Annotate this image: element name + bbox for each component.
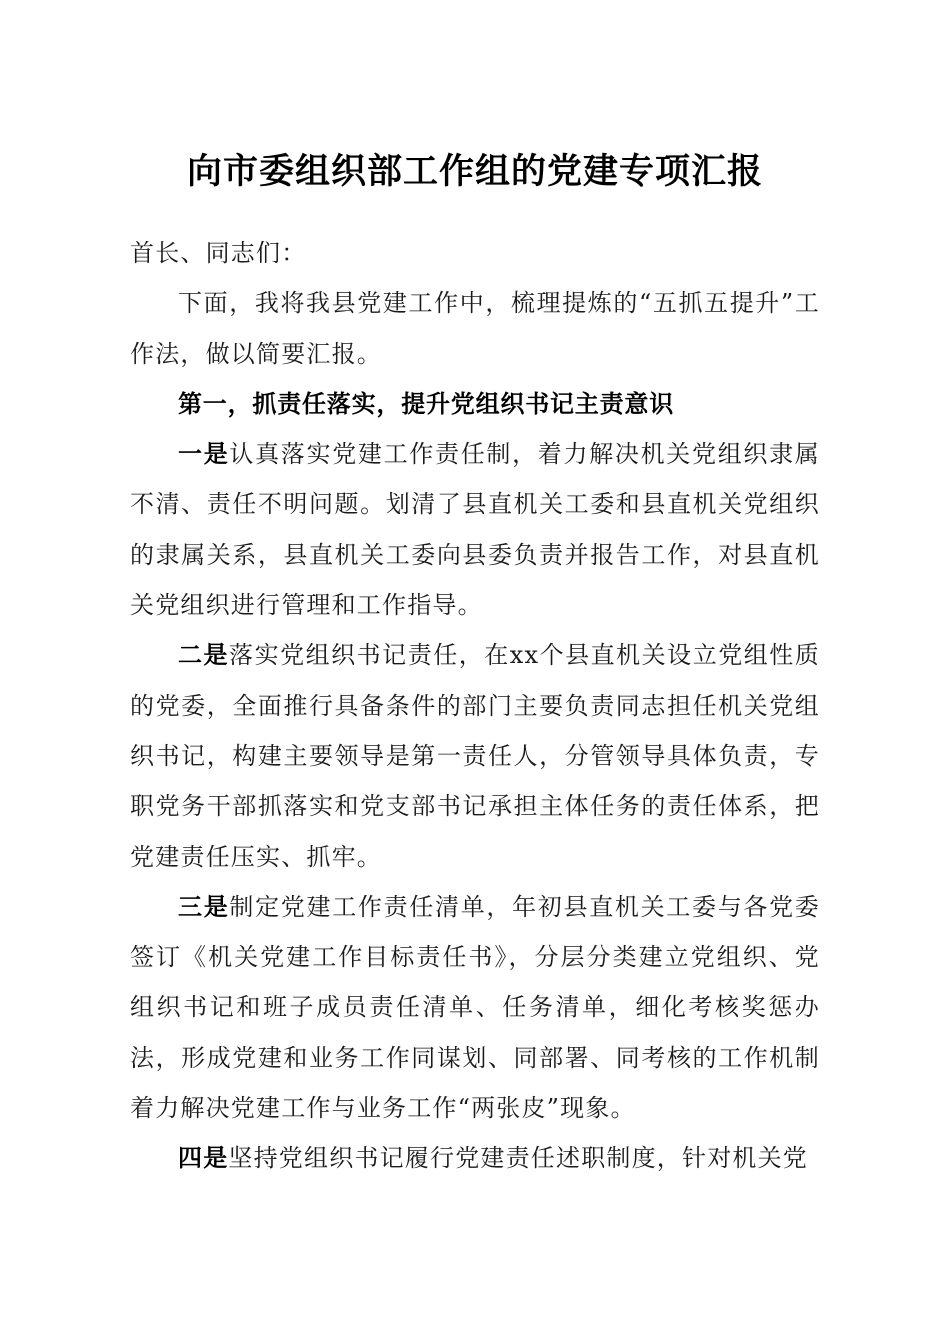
paragraph-lead: 二是 (178, 641, 230, 670)
document-body (130, 228, 820, 1184)
paragraph-text: 制定党建工作责任清单，年初县直机关工委与各党委签订《机关党建工作目标责任书》，分层分类建立党组织、党组织书记和班子成员责任清单、任务清单，细化考核奖惩办法，形成党建和业务工作同谋划、同部署、同考核的工作机制着力解决党建工作与业务工作“两张皮”现象。 (130, 892, 820, 1123)
body-paragraph-4 (130, 1133, 820, 1183)
paragraph-lead: 三是 (178, 892, 230, 921)
paragraph-text: 落实党组织书记责任，在xx个县直机关设立党组性质的党委，全面推行具备条件的部门主要负责同志担任机关党组织书记，构建主要领导是第一责任人，分管领导具体负责，专职党务干部抓落实和党支部书记承担主体任务的责任体系，把党建责任压实、抓牢。 (130, 641, 820, 871)
paragraph-text: 坚持党组织书记履行党建责任述职制度，针对机关党 (228, 1144, 809, 1173)
body-paragraph-1 (130, 429, 820, 630)
paragraph-lead: 四是 (178, 1144, 229, 1173)
paragraph-lead: 一是 (178, 440, 230, 469)
salutation: 首长、同志们： (130, 239, 307, 267)
body-paragraph-2 (130, 630, 820, 881)
body-paragraph-3 (130, 882, 820, 1133)
section-heading: 第一，抓责任落实，提升党组织书记主责意识 (178, 389, 674, 418)
intro-paragraph: 下面，我将我县党建工作中，梳理提炼的“五抓五提升”工作法，做以简要汇报。 (130, 289, 820, 368)
paragraph-text: 认真落实党建工作责任制，着力解决机关党组织隶属不清、责任不明问题。划清了县直机关工委和县直机关党组织的隶属关系，县直机关工委向县委负责并报告工作，对县直机关党组织进行管理和工作指导。 (130, 440, 820, 620)
document-title: 向市委组织部工作组的党建专项汇报 (186, 151, 763, 192)
